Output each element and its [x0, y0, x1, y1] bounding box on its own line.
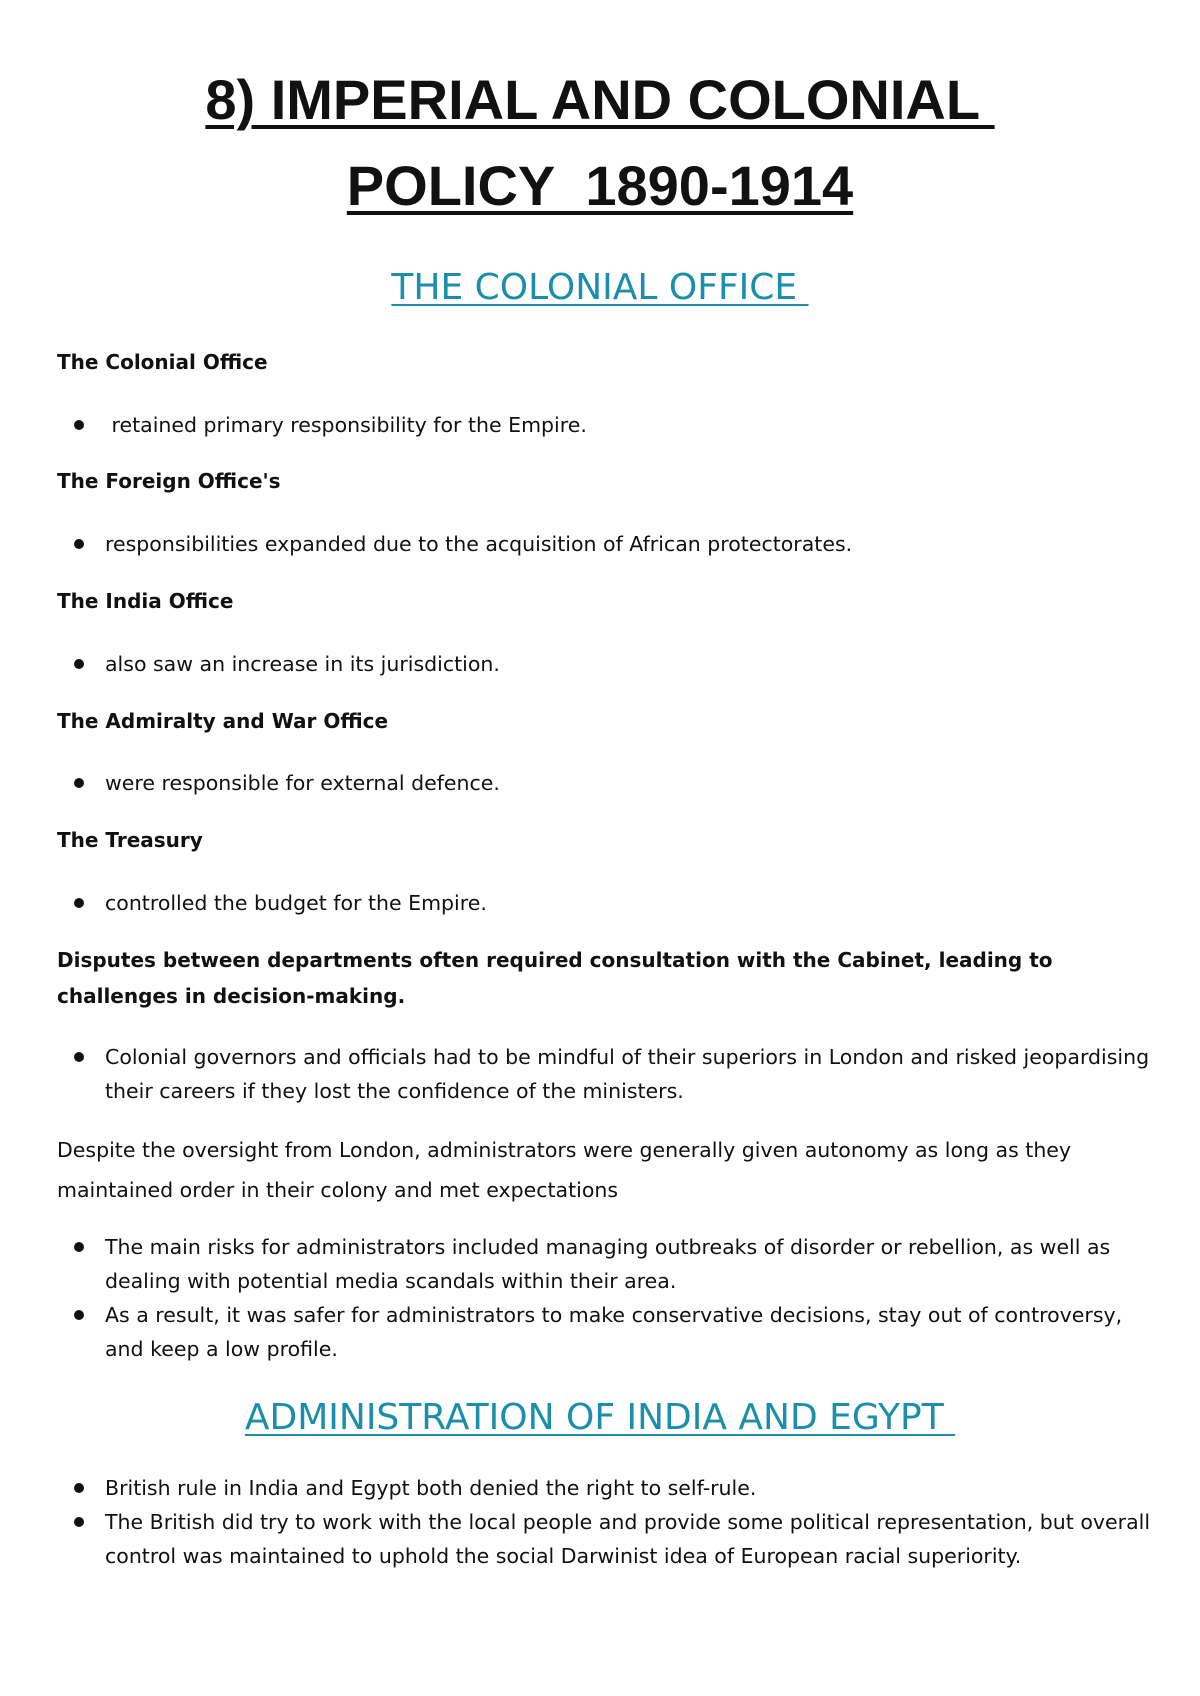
bullet-list [72, 1471, 1152, 1573]
bullet-text: also saw an increase in its jurisdiction. [105, 652, 500, 676]
bullet-icon [74, 539, 84, 549]
list-item [72, 527, 1152, 561]
disputes-paragraph: Disputes between departments often required consultation with the Cabinet, leading to challenges in decision-making. [57, 948, 1053, 1008]
bullet-icon [74, 659, 84, 669]
section-heading-colonial-office: THE COLONIAL OFFICE [391, 267, 809, 308]
list-item [72, 1230, 1152, 1298]
list-item [72, 1505, 1152, 1573]
bullet-icon [74, 1310, 84, 1320]
document-title-line-1: 8) IMPERIAL AND COLONIAL [205, 68, 995, 131]
bullet-icon [74, 1242, 84, 1252]
bullet-list [72, 886, 1152, 920]
list-item [72, 1040, 1152, 1108]
list-item [72, 886, 1152, 920]
bullet-text: retained primary responsibility for the Empire. [105, 413, 587, 437]
list-item [72, 1298, 1152, 1366]
list-item [72, 1471, 1152, 1505]
department-label: The Foreign Office's [57, 469, 281, 493]
bullet-list [72, 527, 1152, 561]
bullet-text: British rule in India and Egypt both denied the right to self-rule. [105, 1476, 757, 1500]
bullet-text: Colonial governors and officials had to be mindful of their superiors in London and risked jeopardising their careers if they lost the confidence of the ministers. [105, 1045, 1150, 1103]
bullet-text: controlled the budget for the Empire. [105, 891, 487, 915]
department-label: The Treasury [57, 828, 203, 852]
bullet-icon [74, 1483, 84, 1493]
bullet-list [72, 647, 1152, 681]
list-item [72, 766, 1152, 800]
list-item [72, 647, 1152, 681]
oversight-paragraph: Despite the oversight from London, administrators were generally given autonomy as long as they maintained order in their colony and met expectations [57, 1138, 1072, 1202]
bullet-icon [74, 898, 84, 908]
bullet-text: were responsible for external defence. [105, 771, 500, 795]
bullet-list [72, 766, 1152, 800]
bullet-icon [74, 778, 84, 788]
bullet-text: The main risks for administrators included managing outbreaks of disorder or rebellion, as well as dealing with potential media scandals within their area. [105, 1235, 1111, 1293]
bullet-icon [74, 1052, 84, 1062]
bullet-text: As a result, it was safer for administrators to make conservative decisions, stay out of controversy, and keep a low profile. [105, 1303, 1123, 1361]
bullet-text: The British did try to work with the local people and provide some political representation, but overall control was maintained to uphold the social Darwinist idea of European racial superiority. [105, 1510, 1151, 1568]
bullet-list [72, 1230, 1152, 1366]
bullet-icon [74, 1517, 84, 1527]
department-label: The Colonial Office [57, 350, 268, 374]
bullet-list [72, 408, 1152, 442]
document-title-line-2: POLICY 1890-1914 [346, 154, 854, 217]
section-heading-india-egypt: ADMINISTRATION OF INDIA AND EGYPT [244, 1397, 956, 1438]
list-item [72, 408, 1152, 442]
bullet-list [72, 1040, 1152, 1108]
bullet-icon [74, 420, 84, 430]
department-label: The India Office [57, 589, 234, 613]
bullet-text: responsibilities expanded due to the acquisition of African protectorates. [105, 532, 853, 556]
department-label: The Admiralty and War Office [57, 709, 389, 733]
